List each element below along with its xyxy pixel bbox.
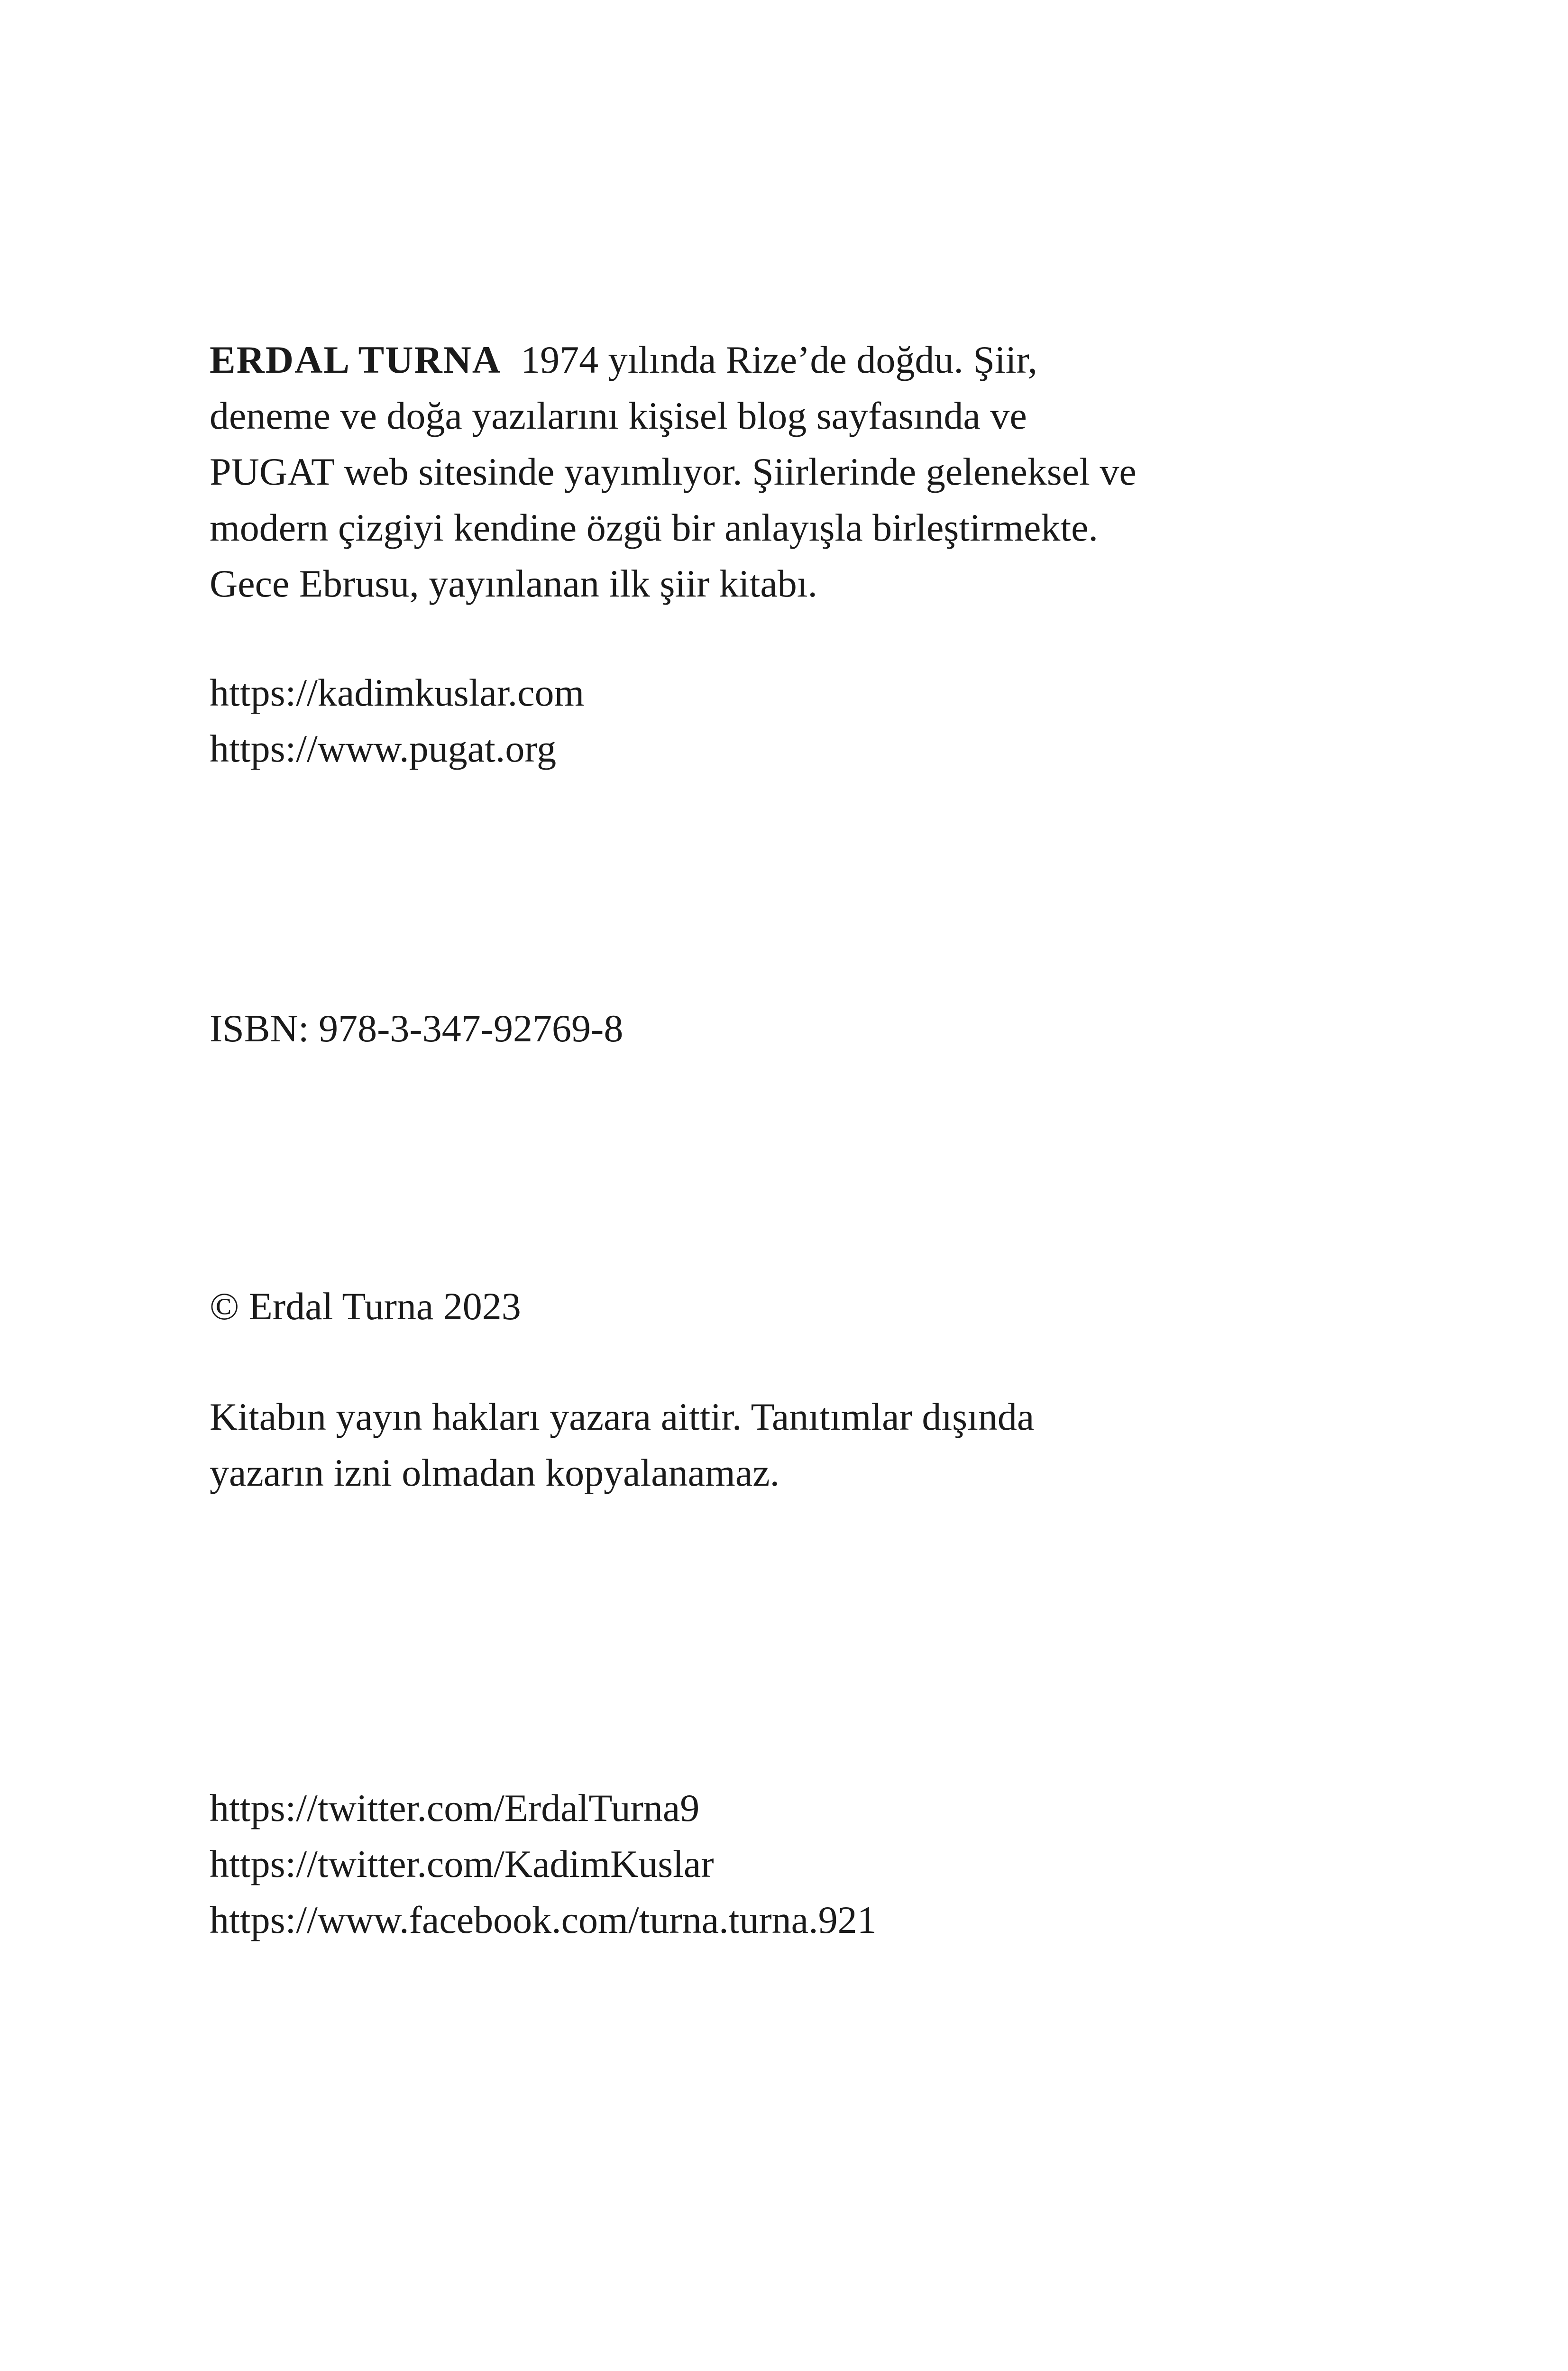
isbn-block bbox=[210, 1001, 1357, 1057]
social-link-facebook: https://www.facebook.com/turna.turna.921 bbox=[210, 1898, 877, 1941]
author-bio bbox=[210, 332, 1357, 612]
copyright-notice: © Erdal Turna 2023 bbox=[210, 1285, 521, 1328]
bio-first-line bbox=[210, 332, 1357, 388]
social-link-twitter-kadimkuslar: https://twitter.com/KadimKuslar bbox=[210, 1842, 714, 1885]
isbn-number: ISBN: 978-3-347-92769-8 bbox=[210, 1007, 624, 1050]
bio-line: deneme ve doğa yazılarını kişisel blog sayfasında ve bbox=[210, 394, 1027, 437]
bio-line: modern çizgiyi kendine özgü bir anlayışla birleştirmekte. bbox=[210, 506, 1099, 549]
social-link-twitter-erdalturna: https://twitter.com/ErdalTurna9 bbox=[210, 1786, 700, 1829]
bio-line: Gece Ebrusu, yayınlanan ilk şiir kitabı. bbox=[210, 562, 818, 605]
rights-line: Kitabın yayın hakları yazara aittir. Tanıtımlar dışında bbox=[210, 1395, 1035, 1438]
rights-line: yazarın izni olmadan kopyalanamaz. bbox=[210, 1451, 780, 1494]
rights-statement bbox=[210, 1389, 1357, 1501]
copyright-block bbox=[210, 1278, 1357, 1334]
website-link-kadimkuslar: https://kadimkuslar.com bbox=[210, 671, 585, 714]
author-name: ERDAL TURNA bbox=[210, 338, 502, 381]
website-link-pugat: https://www.pugat.org bbox=[210, 727, 557, 770]
bio-first-line-text: 1974 yılında Rize’de doğdu. Şiir, bbox=[521, 338, 1038, 381]
website-links bbox=[210, 665, 1357, 777]
social-links bbox=[210, 1780, 1357, 1948]
bio-line: PUGAT web sitesinde yayımlıyor. Şiirlerinde geleneksel ve bbox=[210, 450, 1137, 493]
